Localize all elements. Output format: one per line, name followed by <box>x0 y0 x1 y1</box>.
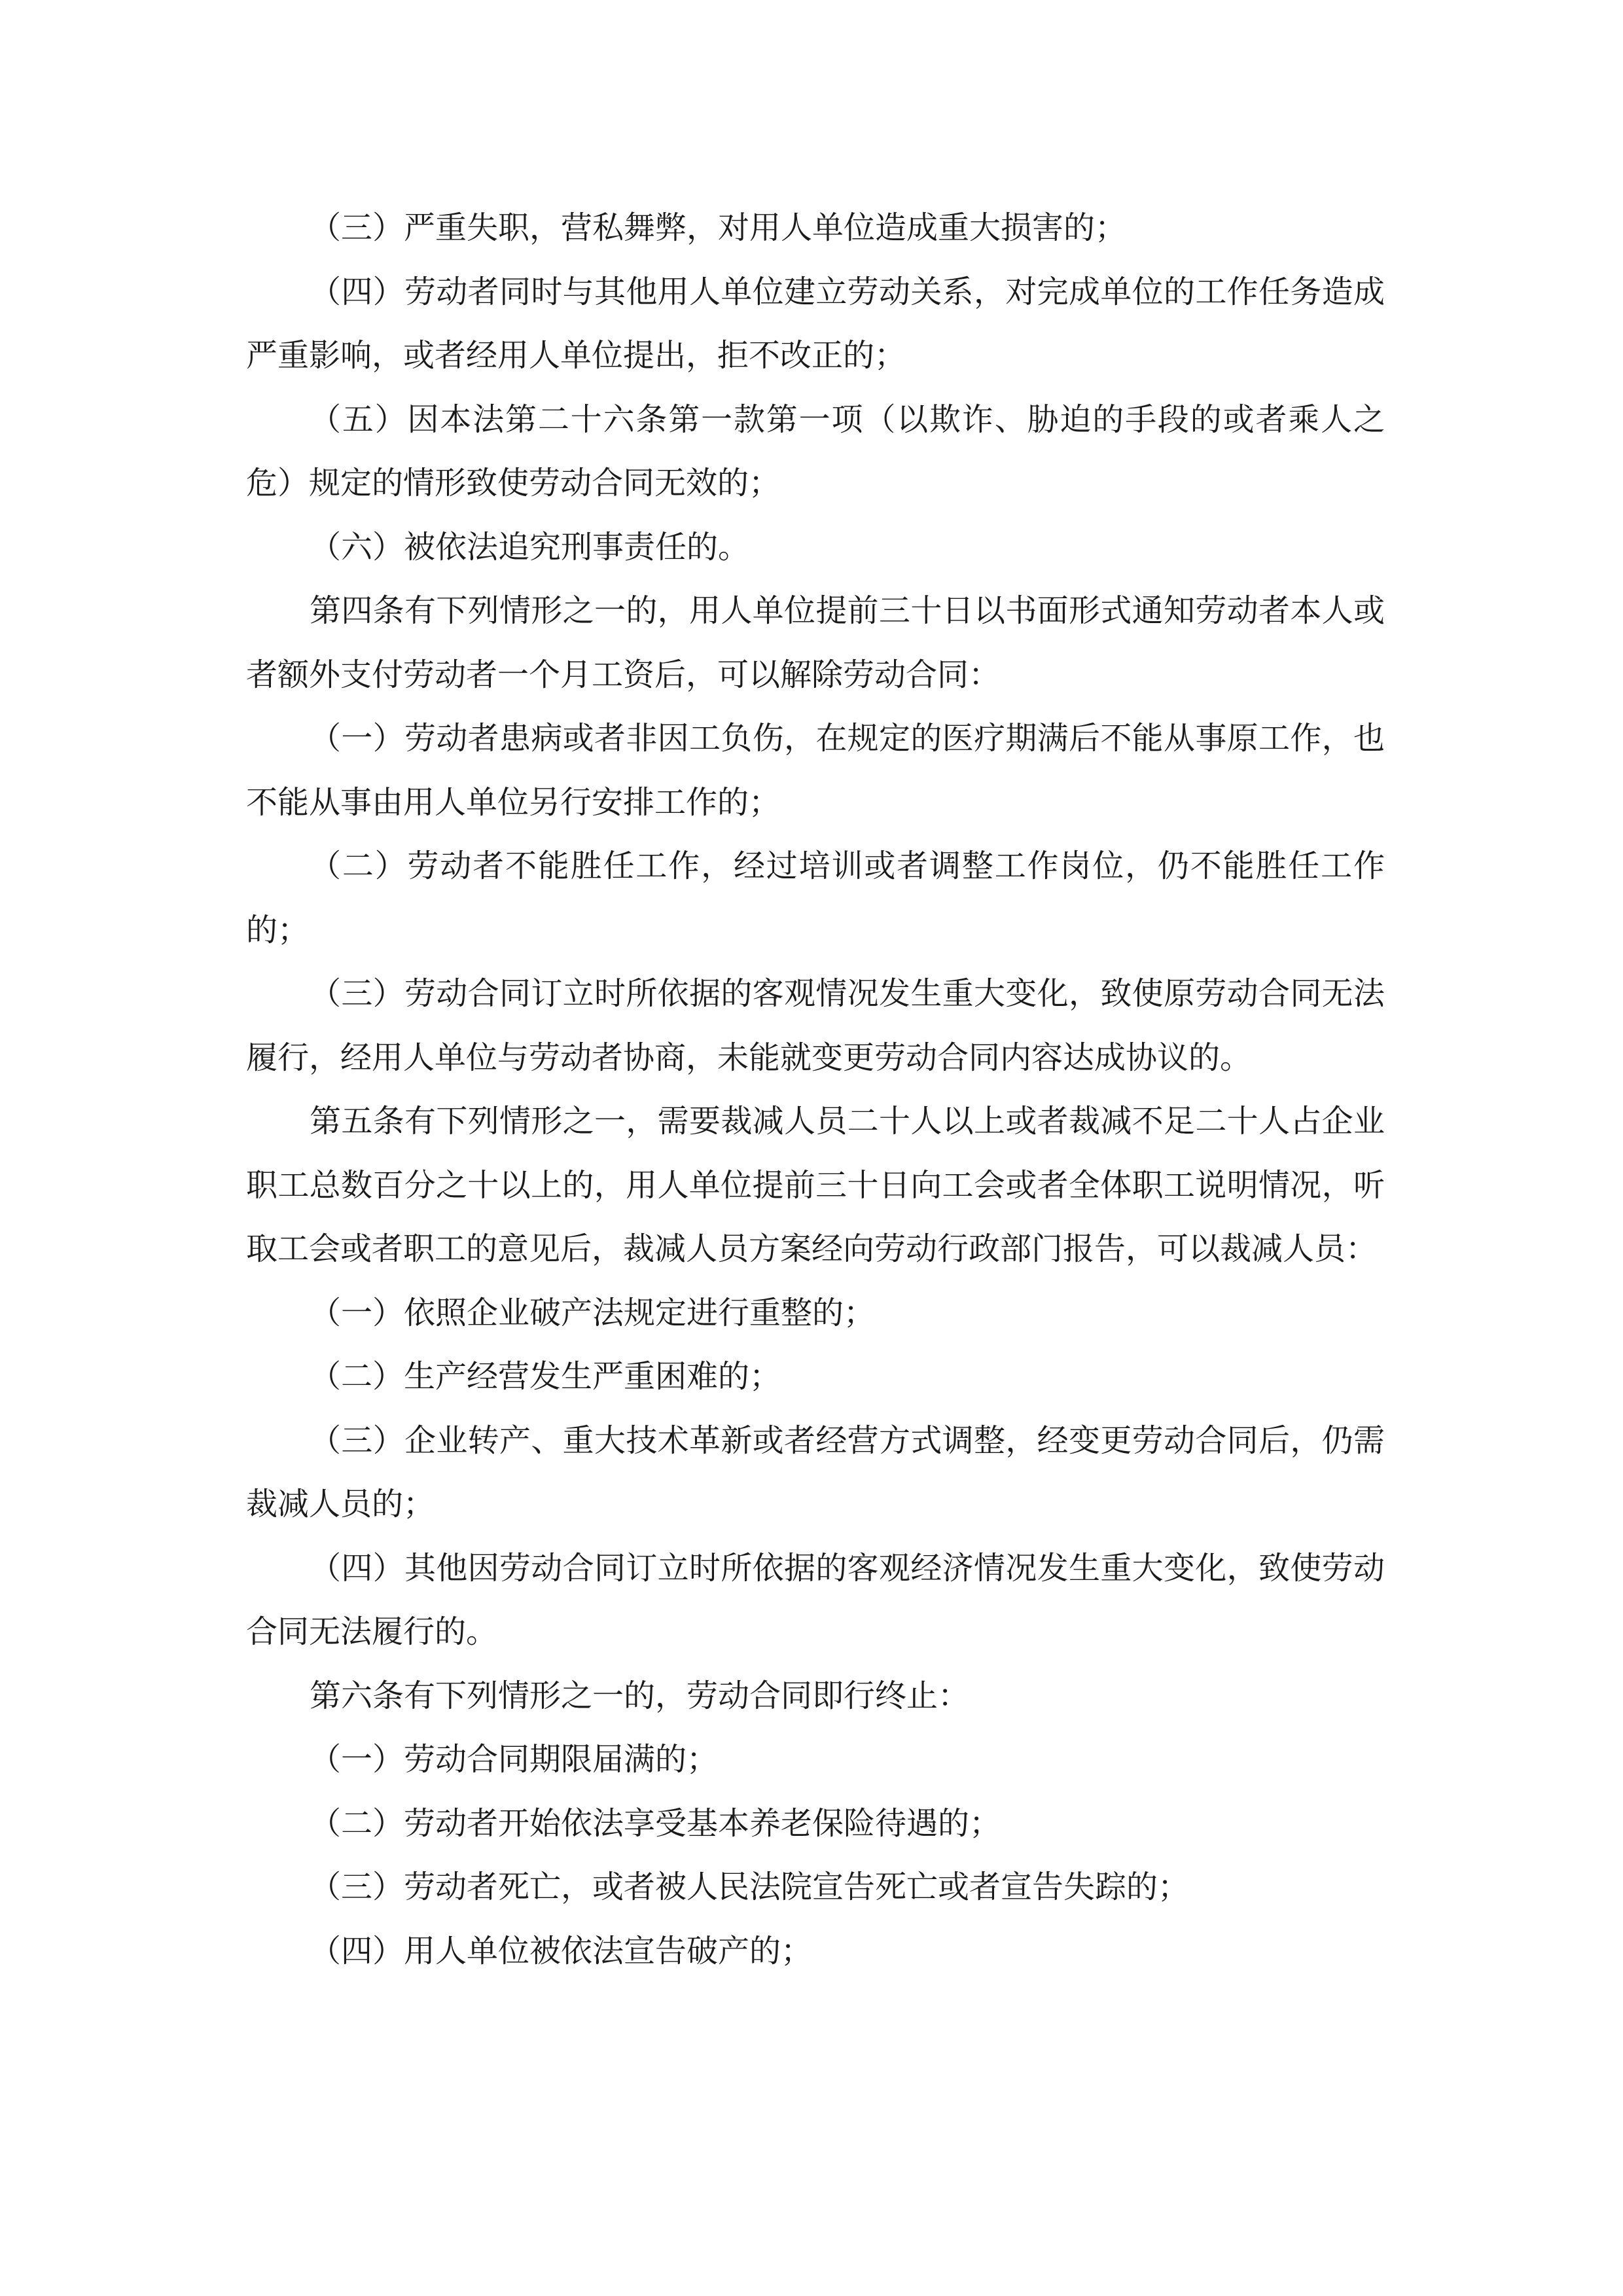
article-4-item-3: （三）劳动合同订立时所依据的客观情况发生重大变化，致使原劳动合同无法履行，经用人单位与劳动者协商，未能就变更劳动合同内容达成协议的。 <box>246 975 1385 1076</box>
article-6-item-4: （四）用人单位被依法宣告破产的； <box>310 1932 813 1969</box>
article-5-heading: 第五条有下列情形之一，需要裁减人员二十人以上或者裁减不足二十人占企业职工总数百分之十以上的，用人单位提前三十日向工会或者全体职工说明情况，听取工会或者职工的意见后，裁减人员方案经向劳动行政部门报告，可以裁减人员： <box>246 1103 1385 1267</box>
clause-3-item-6: （六）被依法追究刑事责任的。 <box>310 528 750 565</box>
article-5-item-3: （三）企业转产、重大技术革新或者经营方式调整，经变更劳动合同后，仍需裁减人员的； <box>246 1422 1385 1522</box>
article-5-item-4: （四）其他因劳动合同订立时所依据的客观经济情况发生重大变化，致使劳动合同无法履行的。 <box>246 1549 1385 1650</box>
article-6-item-3: （三）劳动者死亡，或者被人民法院宣告死亡或者宣告失踪的； <box>310 1869 1190 1905</box>
article-4-item-2: （二）劳动者不能胜任工作，经过培训或者调整工作岗位，仍不能胜任工作的； <box>246 848 1385 948</box>
article-6-item-1: （一）劳动合同期限届满的； <box>310 1741 719 1778</box>
clause-3-item-5: （五）因本法第二十六条第一款第一项（以欺诈、胁迫的手段的或者乘人之危）规定的情形致使劳动合同无效的； <box>246 401 1385 501</box>
article-4-heading: 第四条有下列情形之一的，用人单位提前三十日以书面形式通知劳动者本人或者额外支付劳动者一个月工资后，可以解除劳动合同： <box>246 592 1385 693</box>
article-6-item-2: （二）劳动者开始依法享受基本养老保险待遇的； <box>310 1804 1001 1842</box>
article-5-item-1: （一）依照企业破产法规定进行重整的； <box>310 1294 876 1331</box>
article-4-item-1: （一）劳动者患病或者非因工负伤，在规定的医疗期满后不能从事原工作，也不能从事由用人单位另行安排工作的； <box>246 720 1385 821</box>
article-5-item-2: （二）生产经营发生严重困难的； <box>310 1358 781 1395</box>
clause-3-item-4: （四）劳动者同时与其他用人单位建立劳动关系，对完成单位的工作任务造成严重影响，或者经用人单位提出，拒不改正的； <box>246 273 1385 374</box>
clause-3-item-3: （三）严重失职，营私舞弊，对用人单位造成重大损害的； <box>310 209 1127 246</box>
article-6-heading: 第六条有下列情形之一的，劳动合同即行终止： <box>310 1677 970 1714</box>
document-body <box>246 196 1385 1983</box>
